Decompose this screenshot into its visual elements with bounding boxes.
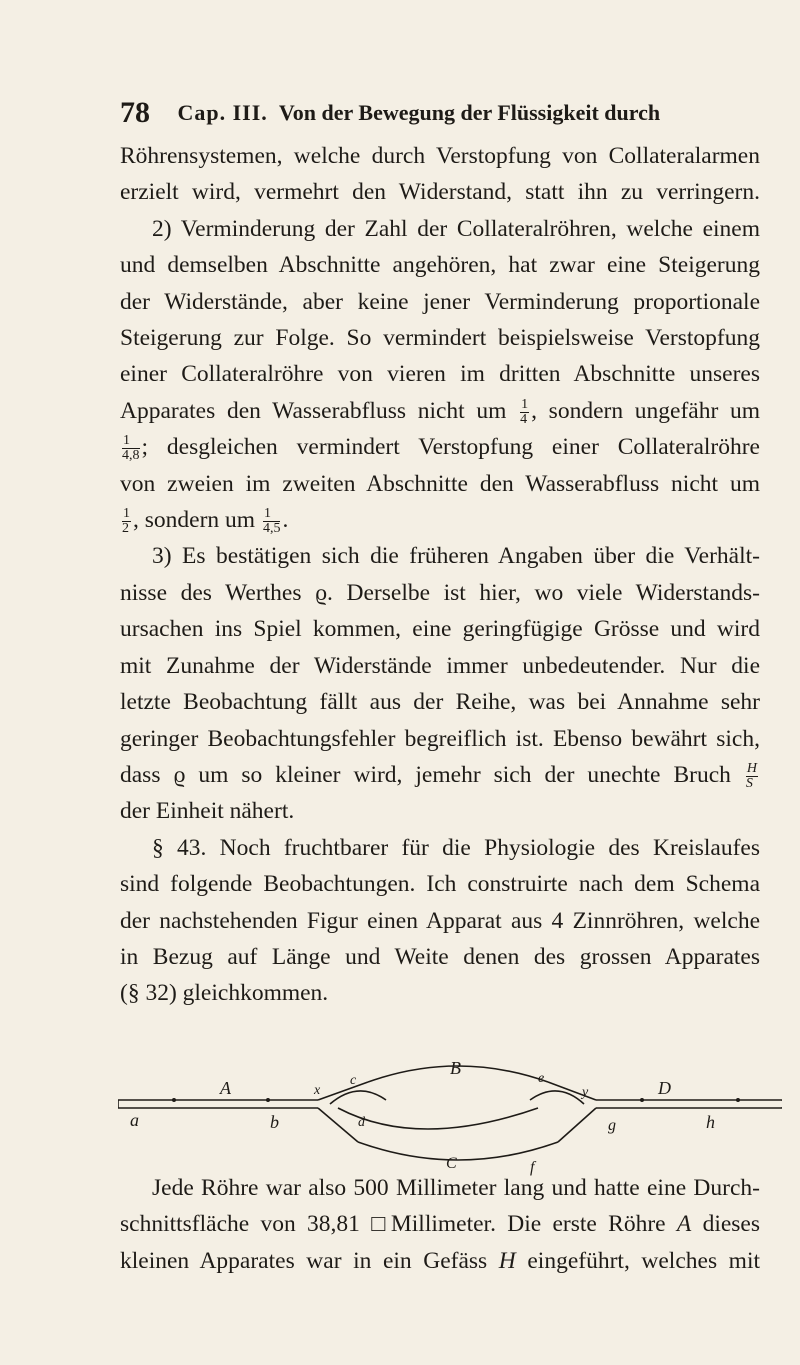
- text-line: einer Collateralröhre von vieren im dritten Abschnitte unseres: [120, 361, 760, 388]
- text-line: Steigerung zur Folge. So vermindert beispielsweise Verstopfung: [120, 325, 760, 352]
- page-number: 78: [120, 96, 150, 129]
- text-line: der Einheit nähert.: [120, 798, 295, 825]
- fraction-denominator: 4: [520, 411, 528, 427]
- fraction: [122, 507, 131, 536]
- chapter-label: Cap. III.: [177, 100, 268, 125]
- text-segment: dass ϱ um so kleiner wird, jemehr sich der unechte Bruch: [120, 761, 731, 788]
- marker-dot: [266, 1098, 270, 1102]
- text-line: Röhrensystemen, welche durch Verstopfung von Collateralarmen: [120, 143, 760, 169]
- label-b: b: [270, 1112, 279, 1132]
- fraction: [520, 398, 529, 427]
- text-line: letzte Beobachtung fällt aus der Reihe, was bei Annahme sehr: [120, 689, 760, 716]
- label-a: a: [130, 1110, 139, 1130]
- branch-lower-right: [558, 1108, 596, 1142]
- text-line: 2) Verminderung der Zahl der Collateralröhren, welche einem: [152, 215, 760, 242]
- text-segment: ; desgleichen vermindert Verstopfung einer Collateralröhre: [141, 434, 760, 461]
- text-segment: dieses: [702, 1211, 761, 1238]
- fraction-denominator: S: [745, 776, 753, 792]
- fraction-numerator: 1: [263, 507, 281, 522]
- marker-dot: [736, 1098, 740, 1102]
- text-line: sind folgende Beobachtungen. Ich construirte nach dem Schema: [120, 871, 760, 898]
- text-line: erzielt wird, vermehrt den Widerstand, statt ihn zu verringern.: [120, 179, 760, 206]
- text-line: nisse des Werthes ϱ. Derselbe ist hier, wo viele Widerstands-: [120, 579, 760, 606]
- text-line: geringer Beobachtungsfehler begreiflich ist. Ebenso bewährt sich,: [120, 725, 760, 752]
- text-line: [120, 757, 760, 793]
- text-line: der nachstehenden Figur einen Apparat aus 4 Zinnröhren, welche: [120, 907, 760, 934]
- label-e: e: [538, 1071, 545, 1086]
- text-segment: schnittsfläche von 38,81 □Millimeter. Die erste Röhre: [120, 1211, 666, 1238]
- marker-dot: [172, 1098, 176, 1102]
- label-d: d: [358, 1115, 365, 1130]
- text-line: Jede Röhre war also 500 Millimeter lang und hatte eine Durch-: [152, 1175, 760, 1201]
- text-segment: , sondern um: [133, 507, 256, 534]
- text-line: (§ 32) gleichkommen.: [120, 980, 329, 1007]
- text-line: der Widerstände, aber keine jener Verminderung proportionale: [120, 288, 760, 315]
- body-text-continued: [120, 1170, 760, 1279]
- text-segment: Apparates den Wasserabfluss nicht um: [120, 397, 507, 424]
- label-B: B: [450, 1060, 461, 1078]
- label-A: A: [220, 1078, 231, 1098]
- label-y: y: [582, 1085, 589, 1100]
- fraction: [263, 507, 281, 536]
- header-title: Von der Bewegung der Flüssigkeit durch: [278, 100, 661, 125]
- label-f: f: [530, 1159, 535, 1176]
- label-x: x: [314, 1083, 321, 1098]
- fraction-denominator: 4,5: [262, 521, 281, 537]
- text-line: § 43. Noch fruchtbarer für die Physiologie des Kreislaufes: [152, 834, 760, 861]
- text-line: und demselben Abschnitte angehören, hat zwar eine Steigerung: [120, 252, 760, 279]
- text-line: in Bezug auf Länge und Weite denen des grossen Apparates: [120, 943, 760, 970]
- text-segment: kleinen Apparates war in ein Gefäss: [120, 1247, 488, 1274]
- fraction-numerator: H: [746, 761, 758, 777]
- label-h: h: [706, 1112, 715, 1132]
- label-g: g: [608, 1117, 616, 1134]
- text-line: ursachen ins Spiel kommen, eine geringfügige Grösse und wird: [120, 616, 760, 643]
- text-line: [120, 1243, 760, 1279]
- text-line: [120, 429, 760, 465]
- fraction-denominator: 2: [122, 521, 129, 537]
- text-line: [120, 1206, 760, 1242]
- branch-lower-left: [318, 1108, 358, 1142]
- symbol-A: A: [676, 1211, 692, 1238]
- text-line: mit Zunahme der Widerstände immer unbedeutender. Nur die: [120, 652, 760, 679]
- fraction: [122, 434, 140, 463]
- text-segment: , sondern ungefähr um: [531, 397, 761, 424]
- symbol-H: H: [498, 1247, 516, 1274]
- text-line: 3) Es bestätigen sich die früheren Angaben über die Verhält-: [152, 543, 760, 570]
- text-line: von zweien im zweiten Abschnitte den Wasserabfluss nicht um: [120, 470, 760, 497]
- apparatus-figure: [118, 1060, 782, 1180]
- marker-dot: [640, 1098, 644, 1102]
- body-text: [120, 138, 760, 1012]
- text-line: [120, 502, 760, 538]
- fraction-numerator: 1: [122, 434, 140, 449]
- running-header: [120, 96, 740, 130]
- fraction: [746, 762, 758, 791]
- fraction-denominator: 4,8: [122, 448, 140, 464]
- text-segment: eingeführt, welches mit: [527, 1247, 761, 1274]
- inner-lower-curve: [338, 1108, 538, 1129]
- label-D: D: [658, 1078, 671, 1098]
- text-segment: .: [282, 507, 289, 534]
- fraction-numerator: 1: [521, 396, 529, 412]
- label-c: c: [350, 1073, 357, 1088]
- text-line: [120, 393, 760, 429]
- label-C: C: [446, 1155, 457, 1172]
- fraction-numerator: 1: [123, 506, 130, 522]
- lower-arc: [358, 1142, 558, 1160]
